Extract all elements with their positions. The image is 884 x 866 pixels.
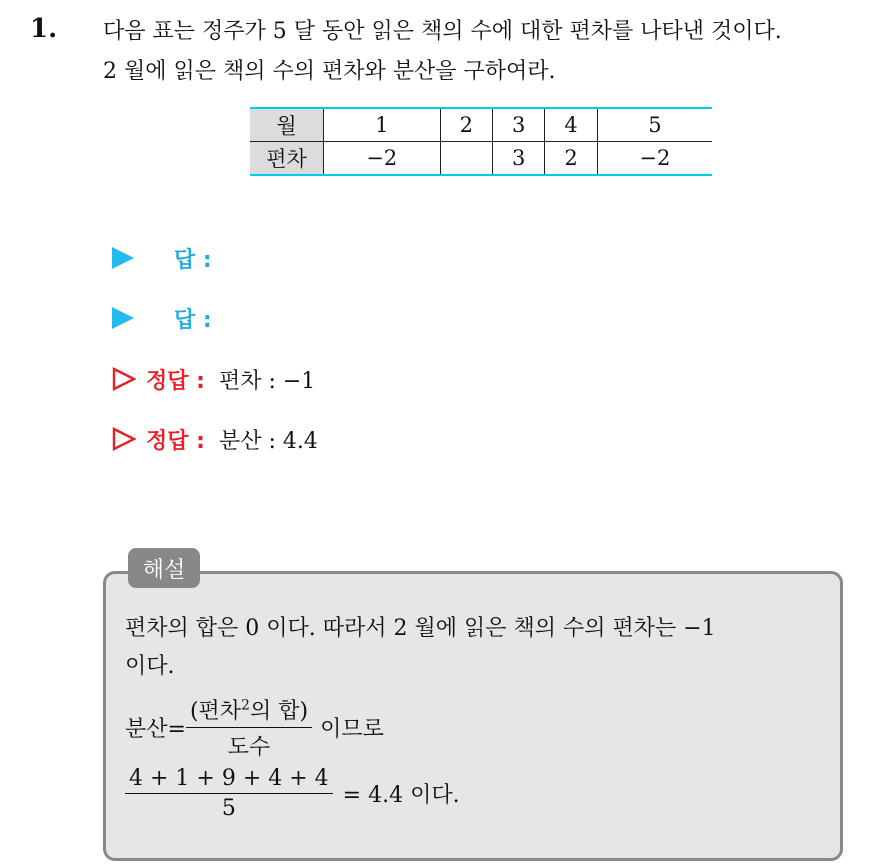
table-cell: 1	[324, 108, 441, 142]
table-cell: 2	[545, 142, 597, 176]
filled-triangle-icon	[112, 307, 134, 329]
explanation-line2: 이다.	[125, 654, 175, 679]
table-cell: 3	[492, 142, 544, 176]
calc-result: = 4.4 이다.	[342, 783, 460, 808]
correct-answer-variance	[112, 422, 318, 456]
outline-triangle-icon	[112, 427, 136, 451]
answer-label: 답 :	[174, 247, 212, 273]
question-text-line2: 2 월에 읽은 책의 수의 편차와 분산을 구하여라.	[103, 59, 556, 84]
table-cell: −2	[324, 142, 441, 176]
table-row-deviation	[250, 142, 712, 176]
table-cell: 3	[492, 108, 544, 142]
formula-numerator	[186, 694, 312, 728]
calc-denominator: 5	[221, 796, 236, 821]
formula-fraction	[186, 694, 312, 761]
correct-label: 정답 :	[146, 368, 205, 394]
calc-fraction	[125, 766, 333, 821]
variance-calculation	[125, 766, 460, 821]
explanation-line1: 편차의 합은 0 이다. 따라서 2 월에 읽은 책의 수의 편차는 −1	[125, 616, 716, 641]
answer-blank-1	[112, 241, 212, 275]
answer-label: 답 :	[174, 307, 212, 333]
deviation-table	[250, 107, 712, 176]
table-header-deviation: 편차	[250, 142, 324, 176]
table-cell: 2	[440, 108, 492, 142]
formula-num-part: 의 합)	[249, 699, 309, 724]
formula-num-part: (편차	[189, 699, 242, 724]
variance-formula	[125, 694, 384, 761]
answer-blank-2	[112, 301, 212, 335]
formula-suffix: 이므로	[320, 717, 384, 742]
correct-deviation-value: 편차 : −1	[218, 368, 316, 394]
table-cell-blank	[440, 142, 492, 176]
outline-triangle-icon	[112, 367, 136, 391]
formula-exponent: 2	[241, 697, 250, 714]
question-number: 1.	[30, 14, 58, 44]
correct-answer-deviation	[112, 362, 315, 396]
calc-numerator: 4 + 1 + 9 + 4 + 4	[125, 766, 333, 794]
table-cell: 4	[545, 108, 597, 142]
formula-denominator: 도수	[227, 735, 271, 760]
question-text-line1: 다음 표는 정주가 5 달 동안 읽은 책의 수에 대한 편차를 나타낸 것이다.	[103, 19, 782, 44]
correct-variance-value: 분산 : 4.4	[218, 428, 318, 454]
formula-lhs: 분산=	[125, 717, 186, 742]
explanation-tab: 해설	[128, 548, 200, 588]
table-cell: −2	[639, 146, 671, 170]
table-row-month	[250, 108, 712, 142]
filled-triangle-icon	[112, 247, 134, 269]
table-cell: 5	[597, 108, 712, 142]
table-header-month: 월	[250, 108, 324, 142]
correct-label: 정답 :	[146, 428, 205, 454]
